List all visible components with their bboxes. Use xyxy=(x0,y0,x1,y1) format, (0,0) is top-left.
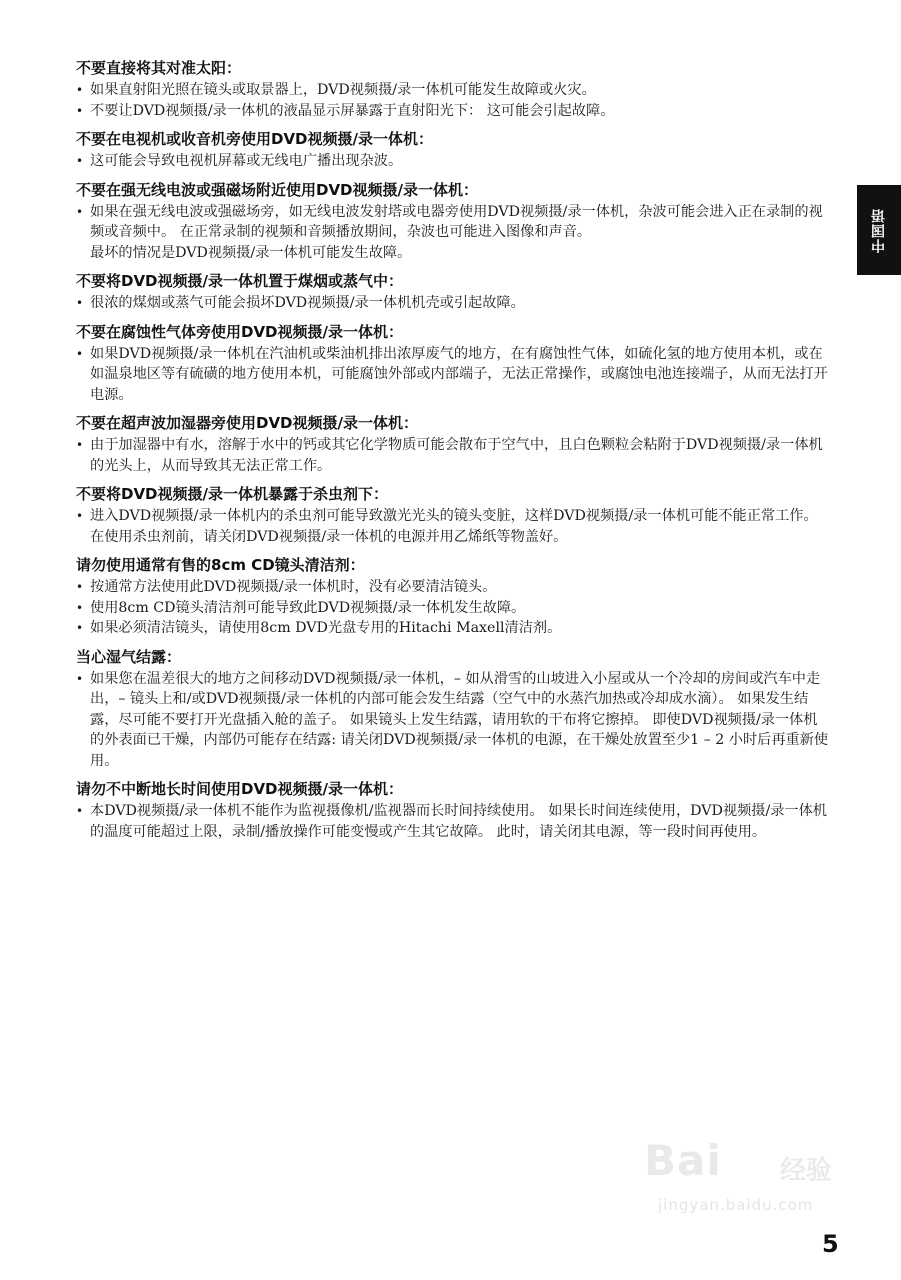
bullet-icon: • xyxy=(76,83,84,97)
section-note: 最坏的情况是DVD视频摄/录一体机可能发生故障。 xyxy=(90,244,412,261)
section-corrosive-gas xyxy=(76,322,831,406)
list-item: • 本DVD视频摄/录一体机不能作为监视摄像机/监视器而长时间持续使用。 如果长时间连续使用，DVD视频摄/录一体机的温度可能超过上限，录制/播放操作可能变慢或产生其它故障。 此时，请关闭其电源，等一段时间再使用。 xyxy=(76,803,827,840)
bullet-icon: • xyxy=(76,621,84,635)
list-item: • 按通常方法使用此DVD视频摄/录一体机时，没有必要清洁镜头。 xyxy=(76,577,831,598)
bullet-icon: • xyxy=(76,671,84,686)
section-heading: 请勿使用通常有售的8cm CD镜头清洁剂： xyxy=(76,556,365,574)
section-radio-waves xyxy=(76,180,831,264)
section-heading: 请勿不中断地长时间使用DVD视频摄/录一体机： xyxy=(76,780,403,798)
list-item: • 进入DVD视频摄/录一体机内的杀虫剂可能导致激光光头的镜头变脏，这样DVD视频摄/录一体机可能不能正常工作。 在使用杀虫剂前，请关闭DVD视频摄/录一体机的电源并用乙烯纸等物盖好。 xyxy=(76,508,818,545)
list-item: • 这可能会导致电视机屏幕或无线电广播出现杂波。 xyxy=(76,151,831,172)
bullet-icon: • xyxy=(76,600,84,615)
section-heading: 不要在腐蚀性气体旁使用DVD视频摄/录一体机： xyxy=(76,322,403,341)
list-item: • 很浓的煤烟或蒸气可能会损坏DVD视频摄/录一体机机壳或引起故障。 xyxy=(76,293,831,314)
section-heading: 不要将DVD视频摄/录一体机置于煤烟或蒸气中： xyxy=(76,272,403,290)
bullet-icon: • xyxy=(76,580,84,594)
list-item: • 如果DVD视频摄/录一体机在汽油机或柴油机排出浓厚废气的地方，在有腐蚀性气体，如硫化氢的地方使用本机，或在如温泉地区等有硫磺的地方使用本机，可能腐蚀外部或内部端子，无法正常操作，或腐蚀电池连接端子，从而无法打开电源。 xyxy=(76,345,828,403)
bullet-icon: • xyxy=(76,204,84,219)
section-heading: 不要在电视机或收音机旁使用DVD视频摄/录一体机： xyxy=(76,130,433,148)
section-heading: 不要将DVD视频摄/录一体机暴露于杀虫剂下： xyxy=(76,485,388,503)
section-smoke-steam xyxy=(76,271,831,314)
bullet-icon: • xyxy=(76,438,84,452)
section-continuous-use xyxy=(76,779,831,842)
watermark-logo: Bai xyxy=(644,1136,722,1185)
section-heading: 不要在超声波加湿器旁使用DVD视频摄/录一体机： xyxy=(76,414,418,432)
bullet-icon: • xyxy=(76,296,84,310)
section-heading: 不要在强无线电波或强磁场附近使用DVD视频摄/录一体机： xyxy=(76,180,478,199)
list-item: • 如果在强无线电波或强磁场旁，如无线电波发射塔或电器旁使用DVD视频摄/录一体机，杂波可能会进入正在录制的视频或音频中。 在正常录制的视频和音频播放期间，杂波也可能进入图像和声音。 xyxy=(76,203,823,240)
section-humidifier xyxy=(76,413,831,476)
watermark-logo-text: 经验 xyxy=(780,1156,833,1186)
list-item: • 如果您在温差很大的地方之间移动DVD视频摄/录一体机，– 如从滑雪的山坡进入小屋或从一个冷却的房间或汽车中走出，– 镜头上和/或DVD视频摄/录一体机的内部可能会发生结露（空气中的水蒸汽加热或冷却成水滴）。 如果发生结露，尽可能不要打开光盘插入舱的盖子。 如果镜头上发生结露，请用软的干布将它擦掉。 即使DVD视频摄/录一体机的外表面已干燥，内部仍可能存在结露: 请关闭DVD视频摄/录一体机的电源，在干燥处放置至少1 – 2 小时后再重新使用。 xyxy=(76,670,829,769)
bullet-icon: • xyxy=(76,154,84,168)
section-insecticide xyxy=(76,484,831,547)
watermark-url: jingyan.baidu.com xyxy=(658,1196,814,1214)
bullet-icon: • xyxy=(76,103,84,118)
section-condensation xyxy=(76,647,831,772)
section-heading: 当心湿气结露： xyxy=(76,647,182,666)
bullet-icon: • xyxy=(76,346,84,361)
section-tv-radio xyxy=(76,129,831,172)
section-heading: 不要直接将其对准太阳： xyxy=(76,59,242,77)
list-item: • 不要让DVD视频摄/录一体机的液晶显示屏暴露于直射阳光下： 这可能会引起故障。 xyxy=(76,101,831,122)
language-tab-label: 中国语 xyxy=(871,207,887,253)
section-sunlight xyxy=(76,58,831,121)
language-tab xyxy=(857,185,901,275)
list-item: • 使用8cm CD镜头清洁剂可能导致此DVD视频摄/录一体机发生故障。 xyxy=(76,598,831,619)
page-number: 5 xyxy=(822,1230,839,1258)
list-item: • 由于加湿器中有水，溶解于水中的钙或其它化学物质可能会散布于空气中，且白色颗粒会粘附于DVD视频摄/录一体机的光头上，从而导致其无法正常工作。 xyxy=(76,437,823,474)
bullet-icon: • xyxy=(76,509,84,523)
bullet-icon: • xyxy=(76,804,84,818)
list-item: • 如果必须清洁镜头，请使用8cm DVD光盘专用的Hitachi Maxell清洁剂。 xyxy=(76,618,831,639)
baidu-jingyan-watermark xyxy=(644,1128,844,1238)
section-lens-cleaner xyxy=(76,555,831,639)
list-item: • 如果直射阳光照在镜头或取景器上，DVD视频摄/录一体机可能发生故障或火灾。 xyxy=(76,80,831,101)
page-content xyxy=(76,58,831,850)
